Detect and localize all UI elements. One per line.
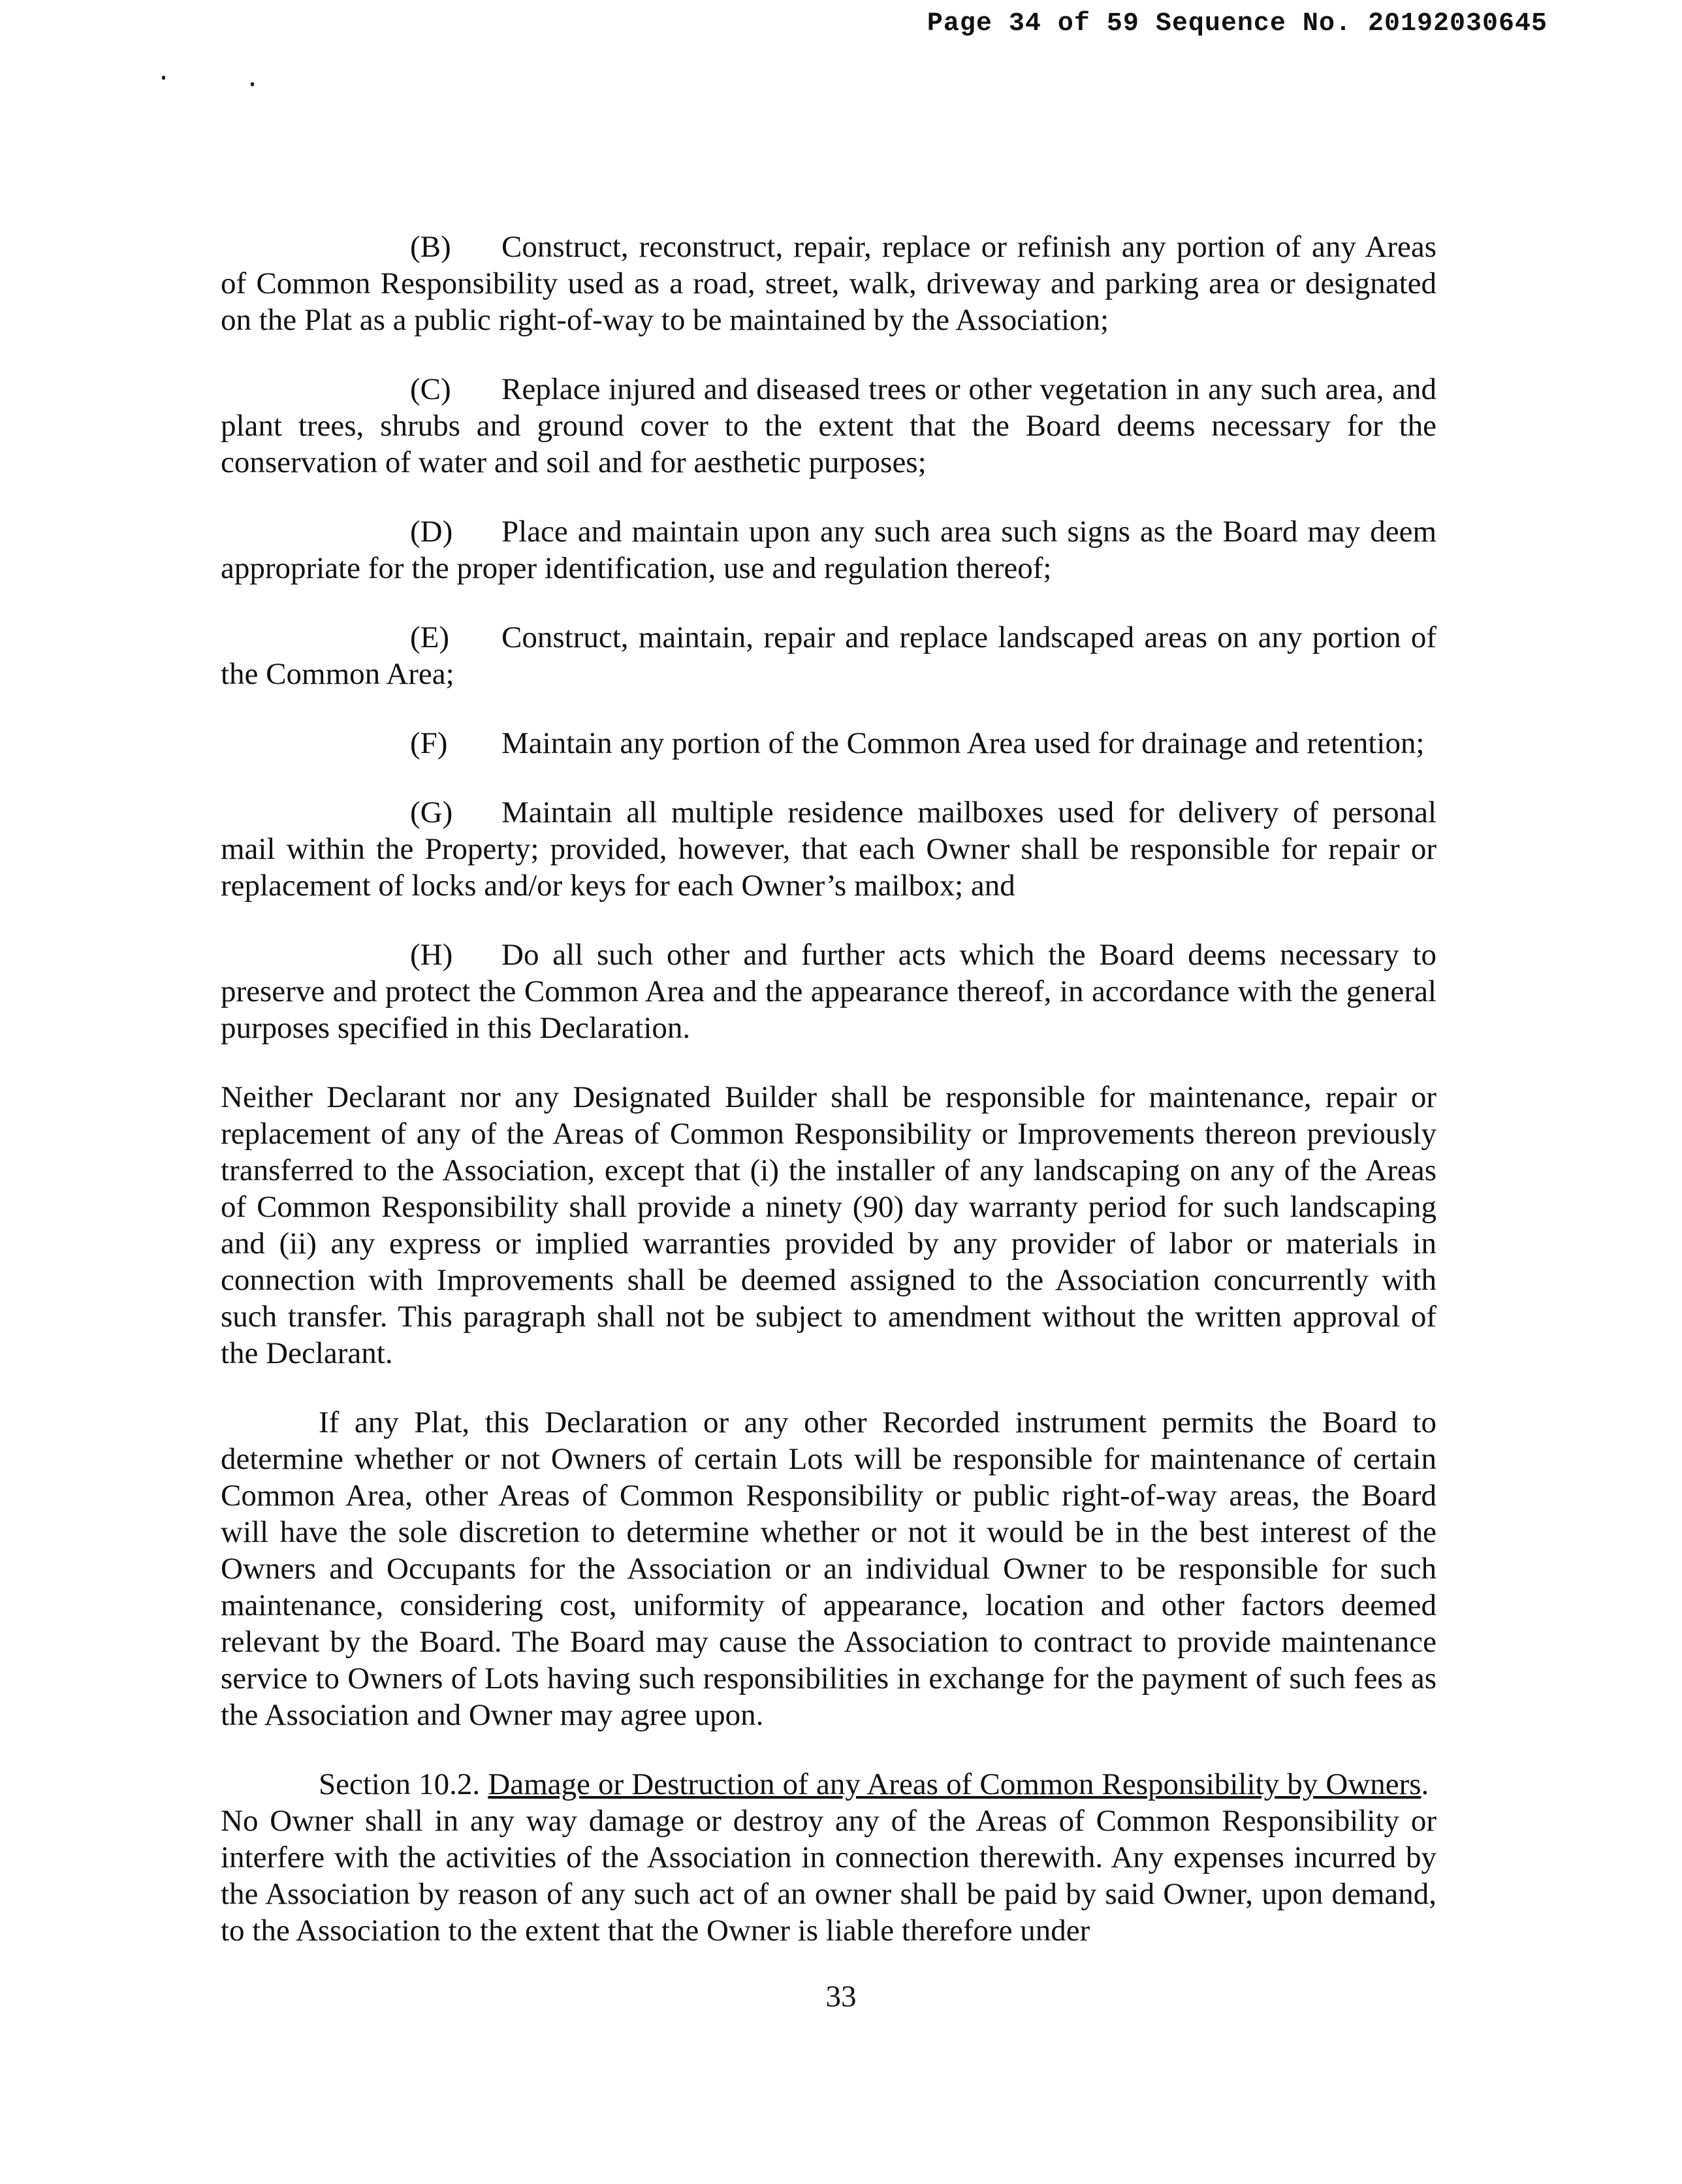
section-number: Section 10.2. [319, 1767, 481, 1801]
subsection-text: Replace injured and diseased trees or other vegetation in any such area, and plant trees, shrubs and ground cover to the extent that the Board deems necessary for the conservation of water and soil and for aesthetic purposes; [221, 372, 1436, 479]
subsection-text: Construct, maintain, repair and replace landscaped areas on any portion of the Common Area; [221, 620, 1436, 691]
subsection-g [221, 794, 1436, 904]
declarant-paragraph: Neither Declarant nor any Designated Builder shall be responsible for maintenance, repair or replacement of any of the Areas of Common Responsibility or Improvements thereon previously transferred to the Association, except that (i) the installer of any landscaping on any of the Areas of Common Responsibility shall provide a ninety (90) day warranty period for such landscaping and (ii) any express or implied warranties provided by any provider of labor or materials in connection with Improvements shall be deemed assigned to the Association concurrently with such transfer. This paragraph shall not be subject to amendment without the written approval of the Declarant. [221, 1080, 1436, 1370]
subsection-f [221, 725, 1436, 762]
subsection-e [221, 619, 1436, 692]
section-body: No Owner shall in any way damage or destroy any of the Areas of Common Responsibility or interfere with the activities of the Association in connection therewith. Any expenses incurred by the Association by reason of any such act of an owner shall be paid by said Owner, upon demand, to the Association to the extent that the Owner is liable therefore under [221, 1804, 1436, 1948]
section-title-end: . [1421, 1767, 1429, 1801]
section-title: Damage or Destruction of any Areas of Common Responsibility by Owners [488, 1767, 1421, 1801]
subsection-b [221, 229, 1436, 338]
scan-speck [251, 82, 254, 86]
subsection-text: Construct, reconstruct, repair, replace or refinish any portion of any Areas of Common Responsibility used as a road, street, walk, driveway and parking area or designated on the Plat as a public right-of-way to be maintained by the Association; [221, 230, 1436, 337]
subsection-text: Maintain any portion of the Common Area used for drainage and retention; [501, 726, 1425, 760]
subsection-label: (H) [410, 938, 453, 972]
subsection-c [221, 371, 1436, 481]
page-sequence-stamp: Page 34 of 59 Sequence No. 20192030645 [927, 9, 1547, 39]
subsection-label: (C) [410, 372, 451, 406]
subsection-label: (G) [410, 795, 453, 829]
page-number: 33 [825, 1980, 857, 2014]
document-body [221, 229, 1436, 1982]
subsection-label: (F) [410, 726, 448, 760]
subsection-text: Do all such other and further acts which the Board deems necessary to preserve and protect the Common Area and the appearance thereof, in accordance with the general purposes specified in this Declaration. [221, 938, 1436, 1045]
subsection-d [221, 513, 1436, 586]
subsection-label: (E) [410, 620, 450, 654]
subsection-label: (D) [410, 515, 453, 549]
subsection-text: Maintain all multiple residence mailboxes used for delivery of personal mail within the Property; provided, however, that each Owner shall be responsible for repair or replacement of locks and/or keys for each Owner’s mailbox; and [221, 795, 1436, 903]
section-10-2 [221, 1766, 1436, 1949]
subsection-text: Place and maintain upon any such area such signs as the Board may deem appropriate for the proper identification, use and regulation thereof; [221, 515, 1436, 585]
subsection-label: (B) [410, 230, 451, 264]
plat-paragraph: If any Plat, this Declaration or any other Recorded instrument permits the Board to determine whether or not Owners of certain Lots will be responsible for maintenance of certain Common Area, other Areas of Common Responsibility or public right-of-way areas, the Board will have the sole discretion to determine whether or not it would be in the best interest of the Owners and Occupants for the Association or an individual Owner to be responsible for such maintenance, considering cost, uniformity of appearance, location and other factors deemed relevant by the Board. The Board may cause the Association to contract to provide maintenance service to Owners of Lots having such responsibilities in exchange for the payment of such fees as the Association and Owner may agree upon. [221, 1405, 1436, 1732]
subsection-h [221, 937, 1436, 1046]
scan-speck [162, 76, 165, 80]
